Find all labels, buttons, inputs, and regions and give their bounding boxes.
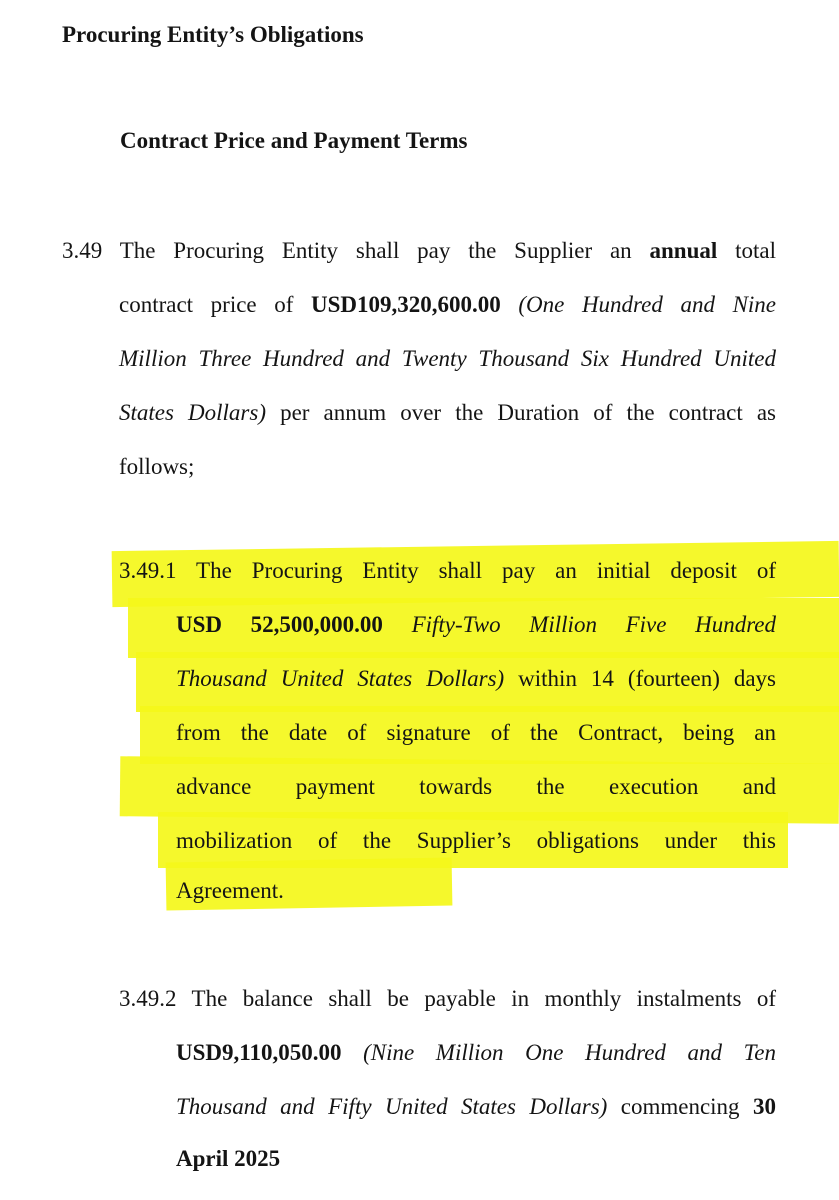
clause-number: 3.49.2 (119, 986, 177, 1011)
clause-3-49-line-1: 3.49 The Procuring Entity shall pay the Supplier an annual total (62, 238, 776, 263)
clause-3-49-line-2: contract price of USD109,320,600.00 (One Hundred and Nine (119, 292, 777, 317)
clause-3-49-1-line-3: Thousand United States Dollars) within 14 (fourteen) days (176, 666, 777, 691)
clause-3-49-1-line-2: USD 52,500,000.00 Fifty-Two Million Five Hundred (176, 612, 776, 637)
clause-number: 3.49 (62, 238, 103, 263)
section-heading: Procuring Entity’s Obligations (62, 22, 364, 47)
clause-3-49-2-line-4: April 2025 (176, 1146, 281, 1171)
subsection-heading: Contract Price and Payment Terms (120, 128, 468, 153)
clause-3-49-line-5: follows; (119, 454, 195, 479)
clause-3-49-2-line-2: USD9,110,050.00 (Nine Million One Hundred and Ten (176, 1040, 776, 1065)
clause-3-49-1-line-1: 3.49.1 The Procuring Entity shall pay an initial deposit of (119, 558, 776, 583)
clause-3-49-1-line-6: mobilization of the Supplier’s obligations under this (176, 828, 776, 853)
clause-3-49-1-line-4: from the date of signature of the Contract, being an (176, 720, 776, 745)
clause-3-49-line-4: States Dollars) per annum over the Duration of the contract as (119, 400, 776, 425)
clause-3-49-1-line-7: Agreement. (176, 878, 284, 903)
clause-3-49-1-line-5: advance payment towards the execution and (176, 774, 776, 799)
clause-3-49-2-line-3: Thousand and Fifty United States Dollars) commencing 30 (176, 1094, 776, 1119)
clause-number: 3.49.1 (119, 558, 177, 583)
clause-3-49-2-line-1: 3.49.2 The balance shall be payable in monthly instalments of (119, 986, 776, 1011)
clause-3-49-line-3: Million Three Hundred and Twenty Thousand Six Hundred United (119, 346, 776, 371)
